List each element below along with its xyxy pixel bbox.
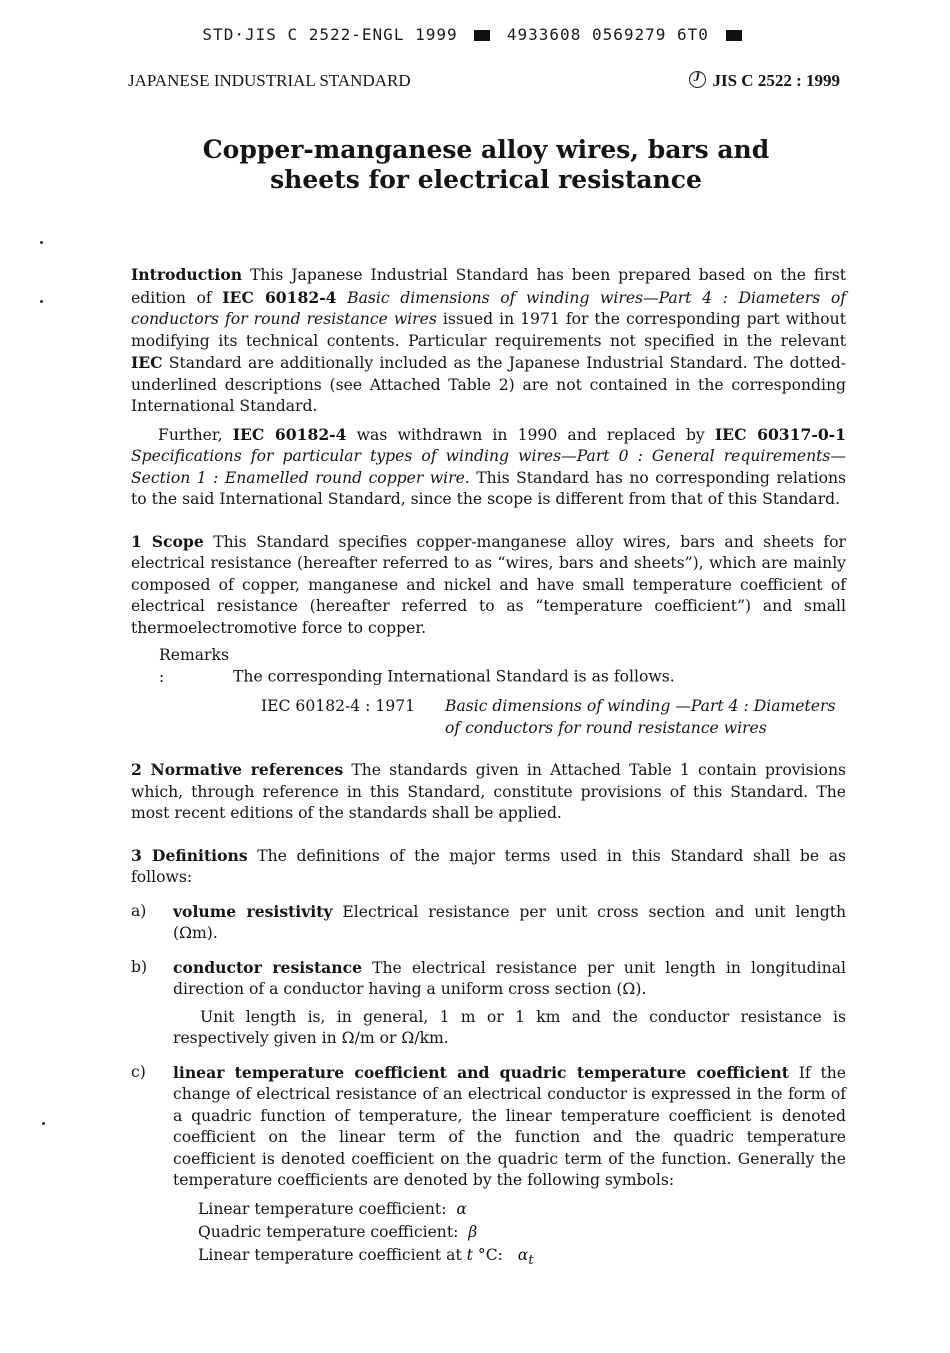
definition-term: linear temperature coefficient and quadric temperature coefficient bbox=[173, 1062, 789, 1082]
scan-header bbox=[0, 25, 950, 44]
scan-speck bbox=[40, 300, 43, 303]
symbol-list bbox=[173, 1198, 846, 1272]
document-body bbox=[131, 264, 846, 1272]
scope-paragraph: 1 Scope This Standard specifies copper-manganese alloy wires, bars and sheets for electrical resistance (hereafter referred to as “wires, bars and sheets”), which are mainly composed of copper, manganese and nickel and have small temperature coefficient of electrical resistance (hereafter referred to as “temperature coefficient”) and small thermoelectromotive force to copper. bbox=[131, 531, 846, 637]
section-heading: Introduction bbox=[131, 265, 243, 284]
symbol-row: Quadric temperature coefficient: β bbox=[198, 1222, 478, 1241]
page-title bbox=[0, 135, 950, 195]
jis-mark-icon bbox=[689, 71, 706, 88]
definition-term: volume resistivity bbox=[173, 901, 333, 921]
definition-item: a) volume resistivity Electrical resistance per unit cross section and unit length (Ωm). bbox=[131, 901, 846, 945]
reference-code: IEC 60182-4 : 1971 bbox=[261, 697, 416, 715]
symbol-row: Linear temperature coefficient: α bbox=[198, 1199, 467, 1218]
reference-description: Basic dimensions of winding —Part 4 : Diameters of conductors for round resistance wires bbox=[445, 697, 836, 737]
scan-header-left: STD·JIS C 2522-ENGL 1999 bbox=[202, 25, 458, 44]
title-line-1: Copper-manganese alloy wires, bars and bbox=[202, 135, 770, 164]
list-marker: a) bbox=[131, 901, 147, 920]
redaction-block bbox=[726, 30, 742, 41]
symbol-row: Linear temperature coefficient at t °C: $\alpha_t$ bbox=[198, 1245, 534, 1268]
standard-number-text: JIS C 2522 : 1999 bbox=[712, 71, 840, 90]
scan-header-code: 4933608 0569279 bbox=[506, 25, 667, 44]
definition-item: c) linear temperature coefficient and quadric temperature coefficient If the change of electrical resistance of an electrical conductor is expressed in the form of a quadric function of temperature, the linear temperature coefficient is denoted coefficient on the linear term of the function and the quadric temperature coefficient is denoted coefficient on the quadric term of the function. Generally the temperature coefficients are denoted by the following symbols: Linear temperature coefficient: α Quadric temperature coefficient: β Linear temperature coefficient at t °C: $\alpha_t$ bbox=[131, 1062, 846, 1272]
redaction-block bbox=[474, 30, 490, 41]
scan-speck bbox=[40, 241, 43, 244]
section-heading: 3 Definitions bbox=[131, 845, 248, 865]
list-marker: b) bbox=[131, 957, 148, 976]
title-line-2: sheets for electrical resistance bbox=[270, 165, 702, 194]
standard-type: JAPANESE INDUSTRIAL STANDARD bbox=[128, 71, 411, 90]
definitions-paragraph: 3 Definitions The definitions of the major terms used in this Standard shall be as follows: bbox=[131, 845, 846, 886]
scan-speck bbox=[42, 1122, 45, 1125]
section-heading: 1 Scope bbox=[131, 531, 204, 551]
introduction-paragraph-2: Further, IEC 60182-4 was withdrawn in 1990 and replaced by IEC 60317-0-1 Specifications for particular types of winding wires—Part 0 : General requirements—Section 1 : Enamelled round copper wire. This Standard has no corresponding relations to the said International Standard, since the scope is different from that of this Standard. bbox=[131, 424, 847, 508]
remarks bbox=[131, 645, 846, 688]
definition-note: Unit length is, in general, 1 m or 1 km and the conductor resistance is respectively given in Ω/m or Ω/km. bbox=[173, 1007, 846, 1047]
definition-item: b) conductor resistance The electrical resistance per unit length in longitudinal direction of a conductor having a uniform cross section (Ω). Unit length is, in general, 1 m or 1 km and the conductor resistance is respectively given in Ω/m or Ω/km. bbox=[131, 957, 846, 1050]
scan-header-suffix: 6T0 bbox=[677, 25, 709, 44]
reference-row bbox=[131, 696, 846, 739]
section-heading: 2 Normative references bbox=[131, 760, 344, 779]
remarks-label: Remarks : bbox=[159, 646, 229, 686]
introduction-paragraph: Introduction This Japanese Industrial Standard has been prepared based on the first edition of IEC 60182-4 Basic dimensions of winding wires—Part 4 : Diameters of conductors for round resistance wires issued in 1971 for the corresponding part without modifying its technical contents. Particular requirements not specified in the relevant IEC Standard are additionally included as the Japanese Industrial Standard. The dotted-underlined descriptions (see Attached Table 2) are not contained in the corresponding International Standard. bbox=[131, 265, 846, 415]
remarks-text: The corresponding International Standard is as follows. bbox=[233, 667, 675, 686]
definition-term: conductor resistance bbox=[173, 957, 363, 977]
standard-number bbox=[689, 71, 840, 91]
normative-references-paragraph: 2 Normative references The standards given in Attached Table 1 contain provisions which, through reference in this Standard, constitute provisions of this Standard. The most recent editions of the standards shall be applied. bbox=[131, 760, 846, 822]
list-marker: c) bbox=[131, 1062, 146, 1081]
